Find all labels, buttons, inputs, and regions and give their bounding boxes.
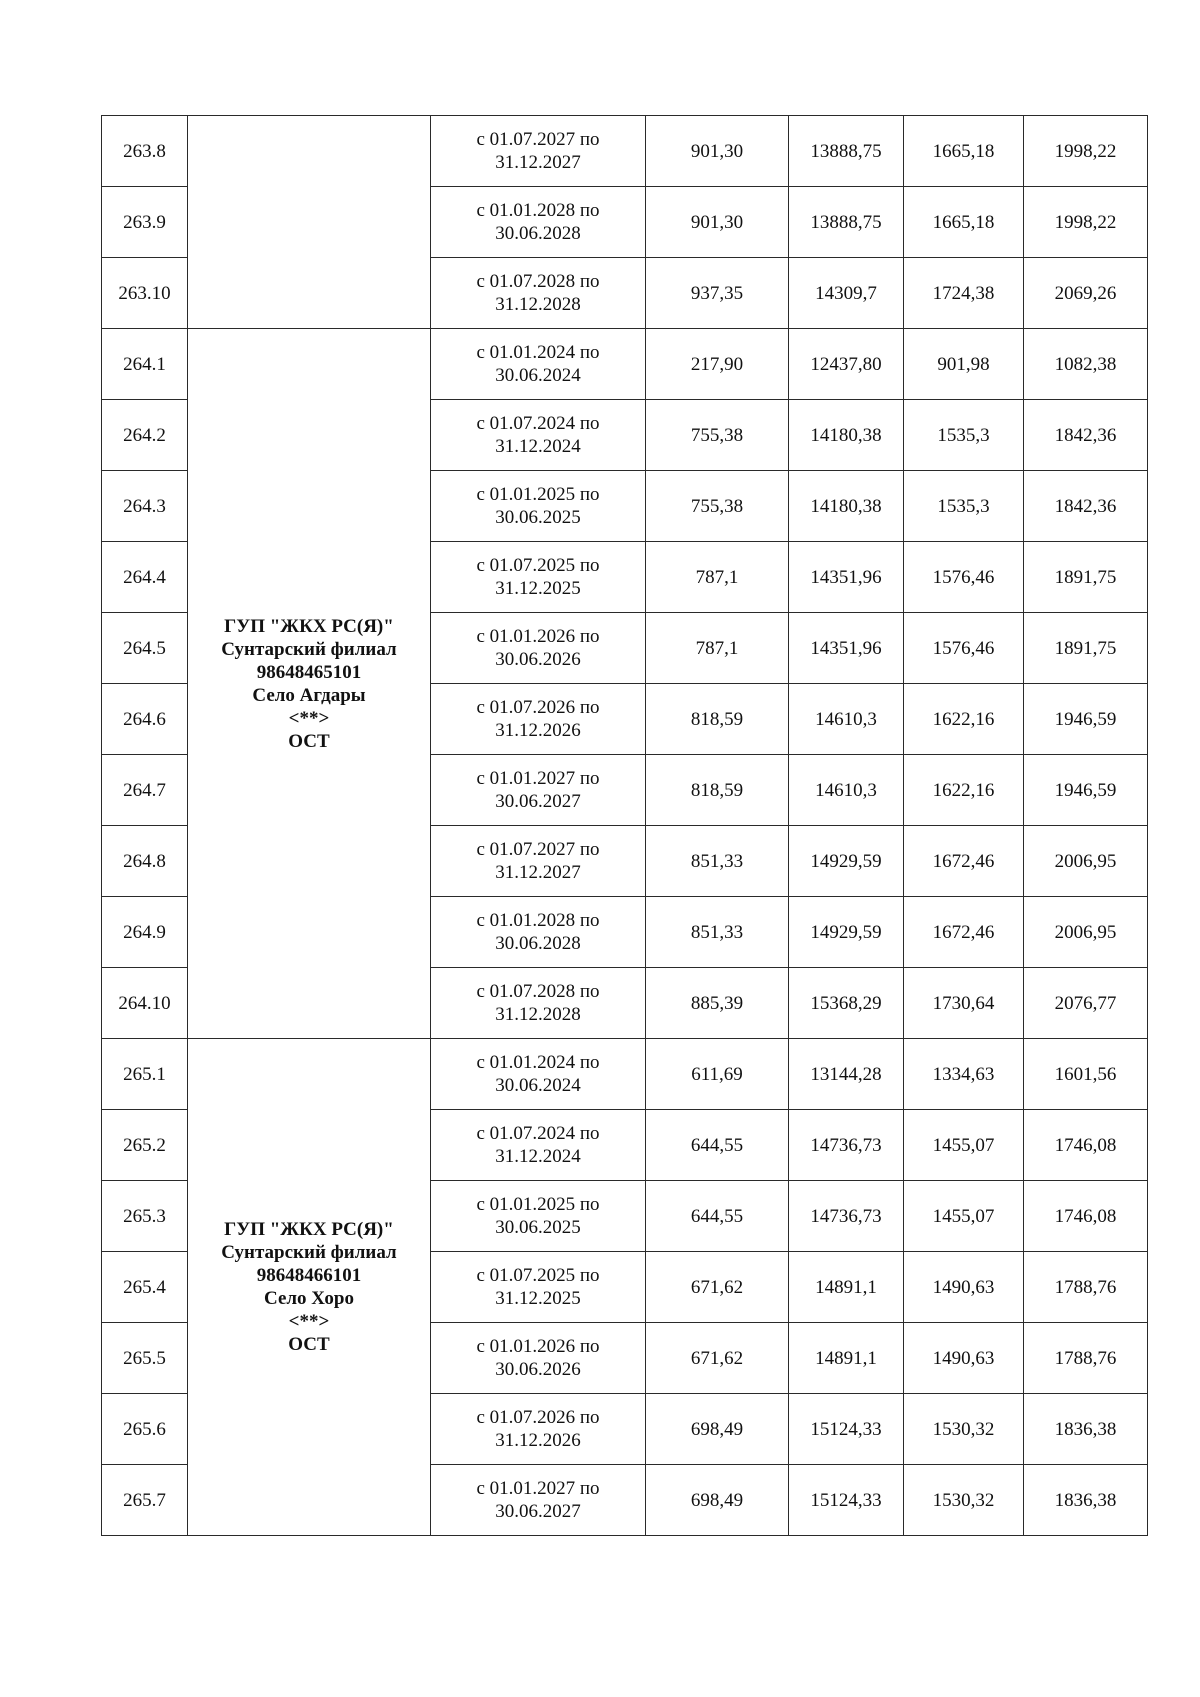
- value-cell-v3: 1490,63: [904, 1323, 1024, 1394]
- row-number-cell: 264.1: [102, 329, 188, 400]
- value-cell-v1: 644,55: [646, 1181, 789, 1252]
- period-from: с 01.01.2027 по: [476, 1478, 600, 1499]
- value-cell-v4: 1842,36: [1024, 400, 1148, 471]
- period-cell: [431, 613, 646, 684]
- tariff-table: [101, 115, 1148, 1536]
- value-cell-v1: 671,62: [646, 1323, 789, 1394]
- row-number-cell: 264.7: [102, 755, 188, 826]
- row-number-cell: 265.7: [102, 1465, 188, 1536]
- organization-line: Село Агдары: [252, 684, 366, 706]
- period-cell: [431, 1039, 646, 1110]
- period-to: 31.12.2025: [495, 1288, 581, 1309]
- row-number-cell: 264.8: [102, 826, 188, 897]
- value-cell-v4: 1836,38: [1024, 1465, 1148, 1536]
- value-cell-v2: 14610,3: [789, 684, 904, 755]
- period-cell: [431, 400, 646, 471]
- value-cell-v2: 14309,7: [789, 258, 904, 329]
- value-cell-v4: 1891,75: [1024, 613, 1148, 684]
- value-cell-v1: 611,69: [646, 1039, 789, 1110]
- period-to: 31.12.2024: [495, 436, 581, 457]
- value-cell-v4: 2006,95: [1024, 897, 1148, 968]
- value-cell-v3: 1665,18: [904, 187, 1024, 258]
- organization-line: ОСТ: [288, 730, 330, 752]
- value-cell-v3: 1490,63: [904, 1252, 1024, 1323]
- value-cell-v1: 217,90: [646, 329, 789, 400]
- value-cell-v1: 755,38: [646, 400, 789, 471]
- value-cell-v1: 671,62: [646, 1252, 789, 1323]
- period-to: 31.12.2028: [495, 294, 581, 315]
- value-cell-v1: 851,33: [646, 826, 789, 897]
- organization-line: ГУП "ЖКХ РС(Я)": [224, 1219, 394, 1240]
- row-number-cell: 265.6: [102, 1394, 188, 1465]
- period-to: 30.06.2026: [495, 649, 581, 670]
- value-cell-v4: 1842,36: [1024, 471, 1148, 542]
- period-to: 30.06.2025: [495, 1217, 581, 1238]
- period-cell: [431, 897, 646, 968]
- value-cell-v4: 1946,59: [1024, 755, 1148, 826]
- period-cell: [431, 1252, 646, 1323]
- period-to: 30.06.2024: [495, 365, 581, 386]
- period-from: с 01.01.2025 по: [476, 484, 600, 505]
- value-cell-v4: 1998,22: [1024, 187, 1148, 258]
- period-to: 30.06.2026: [495, 1359, 581, 1380]
- period-from: с 01.01.2024 по: [476, 1052, 600, 1073]
- row-number-cell: 263.9: [102, 187, 188, 258]
- value-cell-v3: 1672,46: [904, 897, 1024, 968]
- value-cell-v2: 14736,73: [789, 1110, 904, 1181]
- period-from: с 01.01.2025 по: [476, 1194, 600, 1215]
- value-cell-v4: 1788,76: [1024, 1252, 1148, 1323]
- value-cell-v3: 901,98: [904, 329, 1024, 400]
- organization-line: <**>: [288, 707, 330, 729]
- period-to: 31.12.2025: [495, 578, 581, 599]
- organization-line: Село Хоро: [264, 1288, 354, 1309]
- tariff-table-body: [102, 116, 1148, 1536]
- value-cell-v1: 851,33: [646, 897, 789, 968]
- period-cell: [431, 1394, 646, 1465]
- value-cell-v2: 14891,1: [789, 1323, 904, 1394]
- period-cell: [431, 826, 646, 897]
- value-cell-v3: 1455,07: [904, 1110, 1024, 1181]
- value-cell-v2: 14351,96: [789, 613, 904, 684]
- row-number-cell: 264.2: [102, 400, 188, 471]
- organization-line: ОСТ: [288, 1334, 330, 1355]
- period-from: с 01.07.2025 по: [476, 555, 600, 576]
- organization-line: 98648465101: [256, 661, 362, 683]
- period-to: 31.12.2024: [495, 1146, 581, 1167]
- period-cell: [431, 1181, 646, 1252]
- table-row: [102, 329, 1148, 400]
- row-number-cell: 263.10: [102, 258, 188, 329]
- value-cell-v3: 1576,46: [904, 613, 1024, 684]
- value-cell-v1: 644,55: [646, 1110, 789, 1181]
- period-from: с 01.07.2027 по: [476, 839, 600, 860]
- period-from: с 01.01.2028 по: [476, 200, 600, 221]
- period-cell: [431, 755, 646, 826]
- value-cell-v1: 818,59: [646, 684, 789, 755]
- value-cell-v3: 1730,64: [904, 968, 1024, 1039]
- value-cell-v2: 12437,80: [789, 329, 904, 400]
- row-number-cell: 265.4: [102, 1252, 188, 1323]
- value-cell-v1: 901,30: [646, 116, 789, 187]
- period-from: с 01.01.2027 по: [476, 768, 600, 789]
- value-cell-v3: 1576,46: [904, 542, 1024, 613]
- value-cell-v4: 1998,22: [1024, 116, 1148, 187]
- period-cell: [431, 187, 646, 258]
- value-cell-v3: 1530,32: [904, 1465, 1024, 1536]
- organization-line: 98648466101: [256, 1265, 362, 1286]
- period-to: 30.06.2027: [495, 1501, 581, 1522]
- period-from: с 01.01.2026 по: [476, 1336, 600, 1357]
- period-cell: [431, 258, 646, 329]
- value-cell-v3: 1665,18: [904, 116, 1024, 187]
- value-cell-v2: 15368,29: [789, 968, 904, 1039]
- row-number-cell: 264.5: [102, 613, 188, 684]
- value-cell-v1: 885,39: [646, 968, 789, 1039]
- period-from: с 01.01.2028 по: [476, 910, 600, 931]
- period-cell: [431, 968, 646, 1039]
- value-cell-v3: 1334,63: [904, 1039, 1024, 1110]
- period-cell: [431, 684, 646, 755]
- value-cell-v2: 14929,59: [789, 826, 904, 897]
- value-cell-v2: 14610,3: [789, 755, 904, 826]
- row-number-cell: 265.2: [102, 1110, 188, 1181]
- value-cell-v2: 13144,28: [789, 1039, 904, 1110]
- period-from: с 01.07.2028 по: [476, 271, 600, 292]
- period-from: с 01.07.2027 по: [476, 129, 600, 150]
- value-cell-v4: 1601,56: [1024, 1039, 1148, 1110]
- value-cell-v2: 13888,75: [789, 116, 904, 187]
- value-cell-v2: 14180,38: [789, 471, 904, 542]
- value-cell-v3: 1455,07: [904, 1181, 1024, 1252]
- period-to: 30.06.2025: [495, 507, 581, 528]
- period-to: 31.12.2027: [495, 862, 581, 883]
- value-cell-v2: 14180,38: [789, 400, 904, 471]
- organization-line: ГУП "ЖКХ РС(Я)": [224, 615, 394, 637]
- value-cell-v2: 14929,59: [789, 897, 904, 968]
- value-cell-v1: 937,35: [646, 258, 789, 329]
- row-number-cell: 265.5: [102, 1323, 188, 1394]
- period-cell: [431, 542, 646, 613]
- value-cell-v1: 755,38: [646, 471, 789, 542]
- value-cell-v1: 698,49: [646, 1394, 789, 1465]
- value-cell-v1: 787,1: [646, 613, 789, 684]
- value-cell-v4: 1788,76: [1024, 1323, 1148, 1394]
- period-cell: [431, 1323, 646, 1394]
- row-number-cell: 264.9: [102, 897, 188, 968]
- row-number-cell: 264.3: [102, 471, 188, 542]
- value-cell-v4: 1746,08: [1024, 1181, 1148, 1252]
- period-to: 31.12.2026: [495, 720, 581, 741]
- period-from: с 01.07.2026 по: [476, 1407, 600, 1428]
- period-to: 30.06.2028: [495, 933, 581, 954]
- value-cell-v3: 1672,46: [904, 826, 1024, 897]
- value-cell-v1: 787,1: [646, 542, 789, 613]
- organization-cell: [188, 1039, 431, 1536]
- period-from: с 01.07.2028 по: [476, 981, 600, 1002]
- organization-line: Сунтарский филиал: [221, 638, 397, 660]
- period-from: с 01.07.2025 по: [476, 1265, 600, 1286]
- value-cell-v3: 1622,16: [904, 755, 1024, 826]
- value-cell-v2: 15124,33: [789, 1394, 904, 1465]
- value-cell-v3: 1530,32: [904, 1394, 1024, 1465]
- value-cell-v4: 1836,38: [1024, 1394, 1148, 1465]
- period-cell: [431, 116, 646, 187]
- table-row: [102, 1039, 1148, 1110]
- period-cell: [431, 329, 646, 400]
- row-number-cell: 265.1: [102, 1039, 188, 1110]
- period-from: с 01.07.2026 по: [476, 697, 600, 718]
- row-number-cell: 263.8: [102, 116, 188, 187]
- period-to: 30.06.2028: [495, 223, 581, 244]
- period-from: с 01.01.2026 по: [476, 626, 600, 647]
- value-cell-v4: 2069,26: [1024, 258, 1148, 329]
- period-to: 30.06.2024: [495, 1075, 581, 1096]
- value-cell-v4: 2006,95: [1024, 826, 1148, 897]
- organization-cell: [188, 329, 431, 1039]
- period-to: 31.12.2027: [495, 152, 581, 173]
- value-cell-v3: 1724,38: [904, 258, 1024, 329]
- period-to: 31.12.2028: [495, 1004, 581, 1025]
- row-number-cell: 264.6: [102, 684, 188, 755]
- row-number-cell: 264.10: [102, 968, 188, 1039]
- value-cell-v3: 1535,3: [904, 400, 1024, 471]
- organization-cell: [188, 116, 431, 329]
- period-cell: [431, 1110, 646, 1181]
- value-cell-v1: 818,59: [646, 755, 789, 826]
- period-cell: [431, 1465, 646, 1536]
- period-from: с 01.01.2024 по: [476, 342, 600, 363]
- value-cell-v1: 901,30: [646, 187, 789, 258]
- value-cell-v4: 1746,08: [1024, 1110, 1148, 1181]
- organization-line: <**>: [288, 1311, 330, 1332]
- period-to: 30.06.2027: [495, 791, 581, 812]
- value-cell-v4: 1082,38: [1024, 329, 1148, 400]
- value-cell-v3: 1535,3: [904, 471, 1024, 542]
- value-cell-v2: 14736,73: [789, 1181, 904, 1252]
- row-number-cell: 264.4: [102, 542, 188, 613]
- row-number-cell: 265.3: [102, 1181, 188, 1252]
- value-cell-v1: 698,49: [646, 1465, 789, 1536]
- value-cell-v3: 1622,16: [904, 684, 1024, 755]
- value-cell-v2: 13888,75: [789, 187, 904, 258]
- table-row: [102, 116, 1148, 187]
- value-cell-v2: 14351,96: [789, 542, 904, 613]
- value-cell-v4: 1946,59: [1024, 684, 1148, 755]
- organization-line: Сунтарский филиал: [221, 1242, 397, 1263]
- period-from: с 01.07.2024 по: [476, 413, 600, 434]
- value-cell-v4: 1891,75: [1024, 542, 1148, 613]
- value-cell-v2: 15124,33: [789, 1465, 904, 1536]
- period-from: с 01.07.2024 по: [476, 1123, 600, 1144]
- value-cell-v4: 2076,77: [1024, 968, 1148, 1039]
- value-cell-v2: 14891,1: [789, 1252, 904, 1323]
- period-to: 31.12.2026: [495, 1430, 581, 1451]
- period-cell: [431, 471, 646, 542]
